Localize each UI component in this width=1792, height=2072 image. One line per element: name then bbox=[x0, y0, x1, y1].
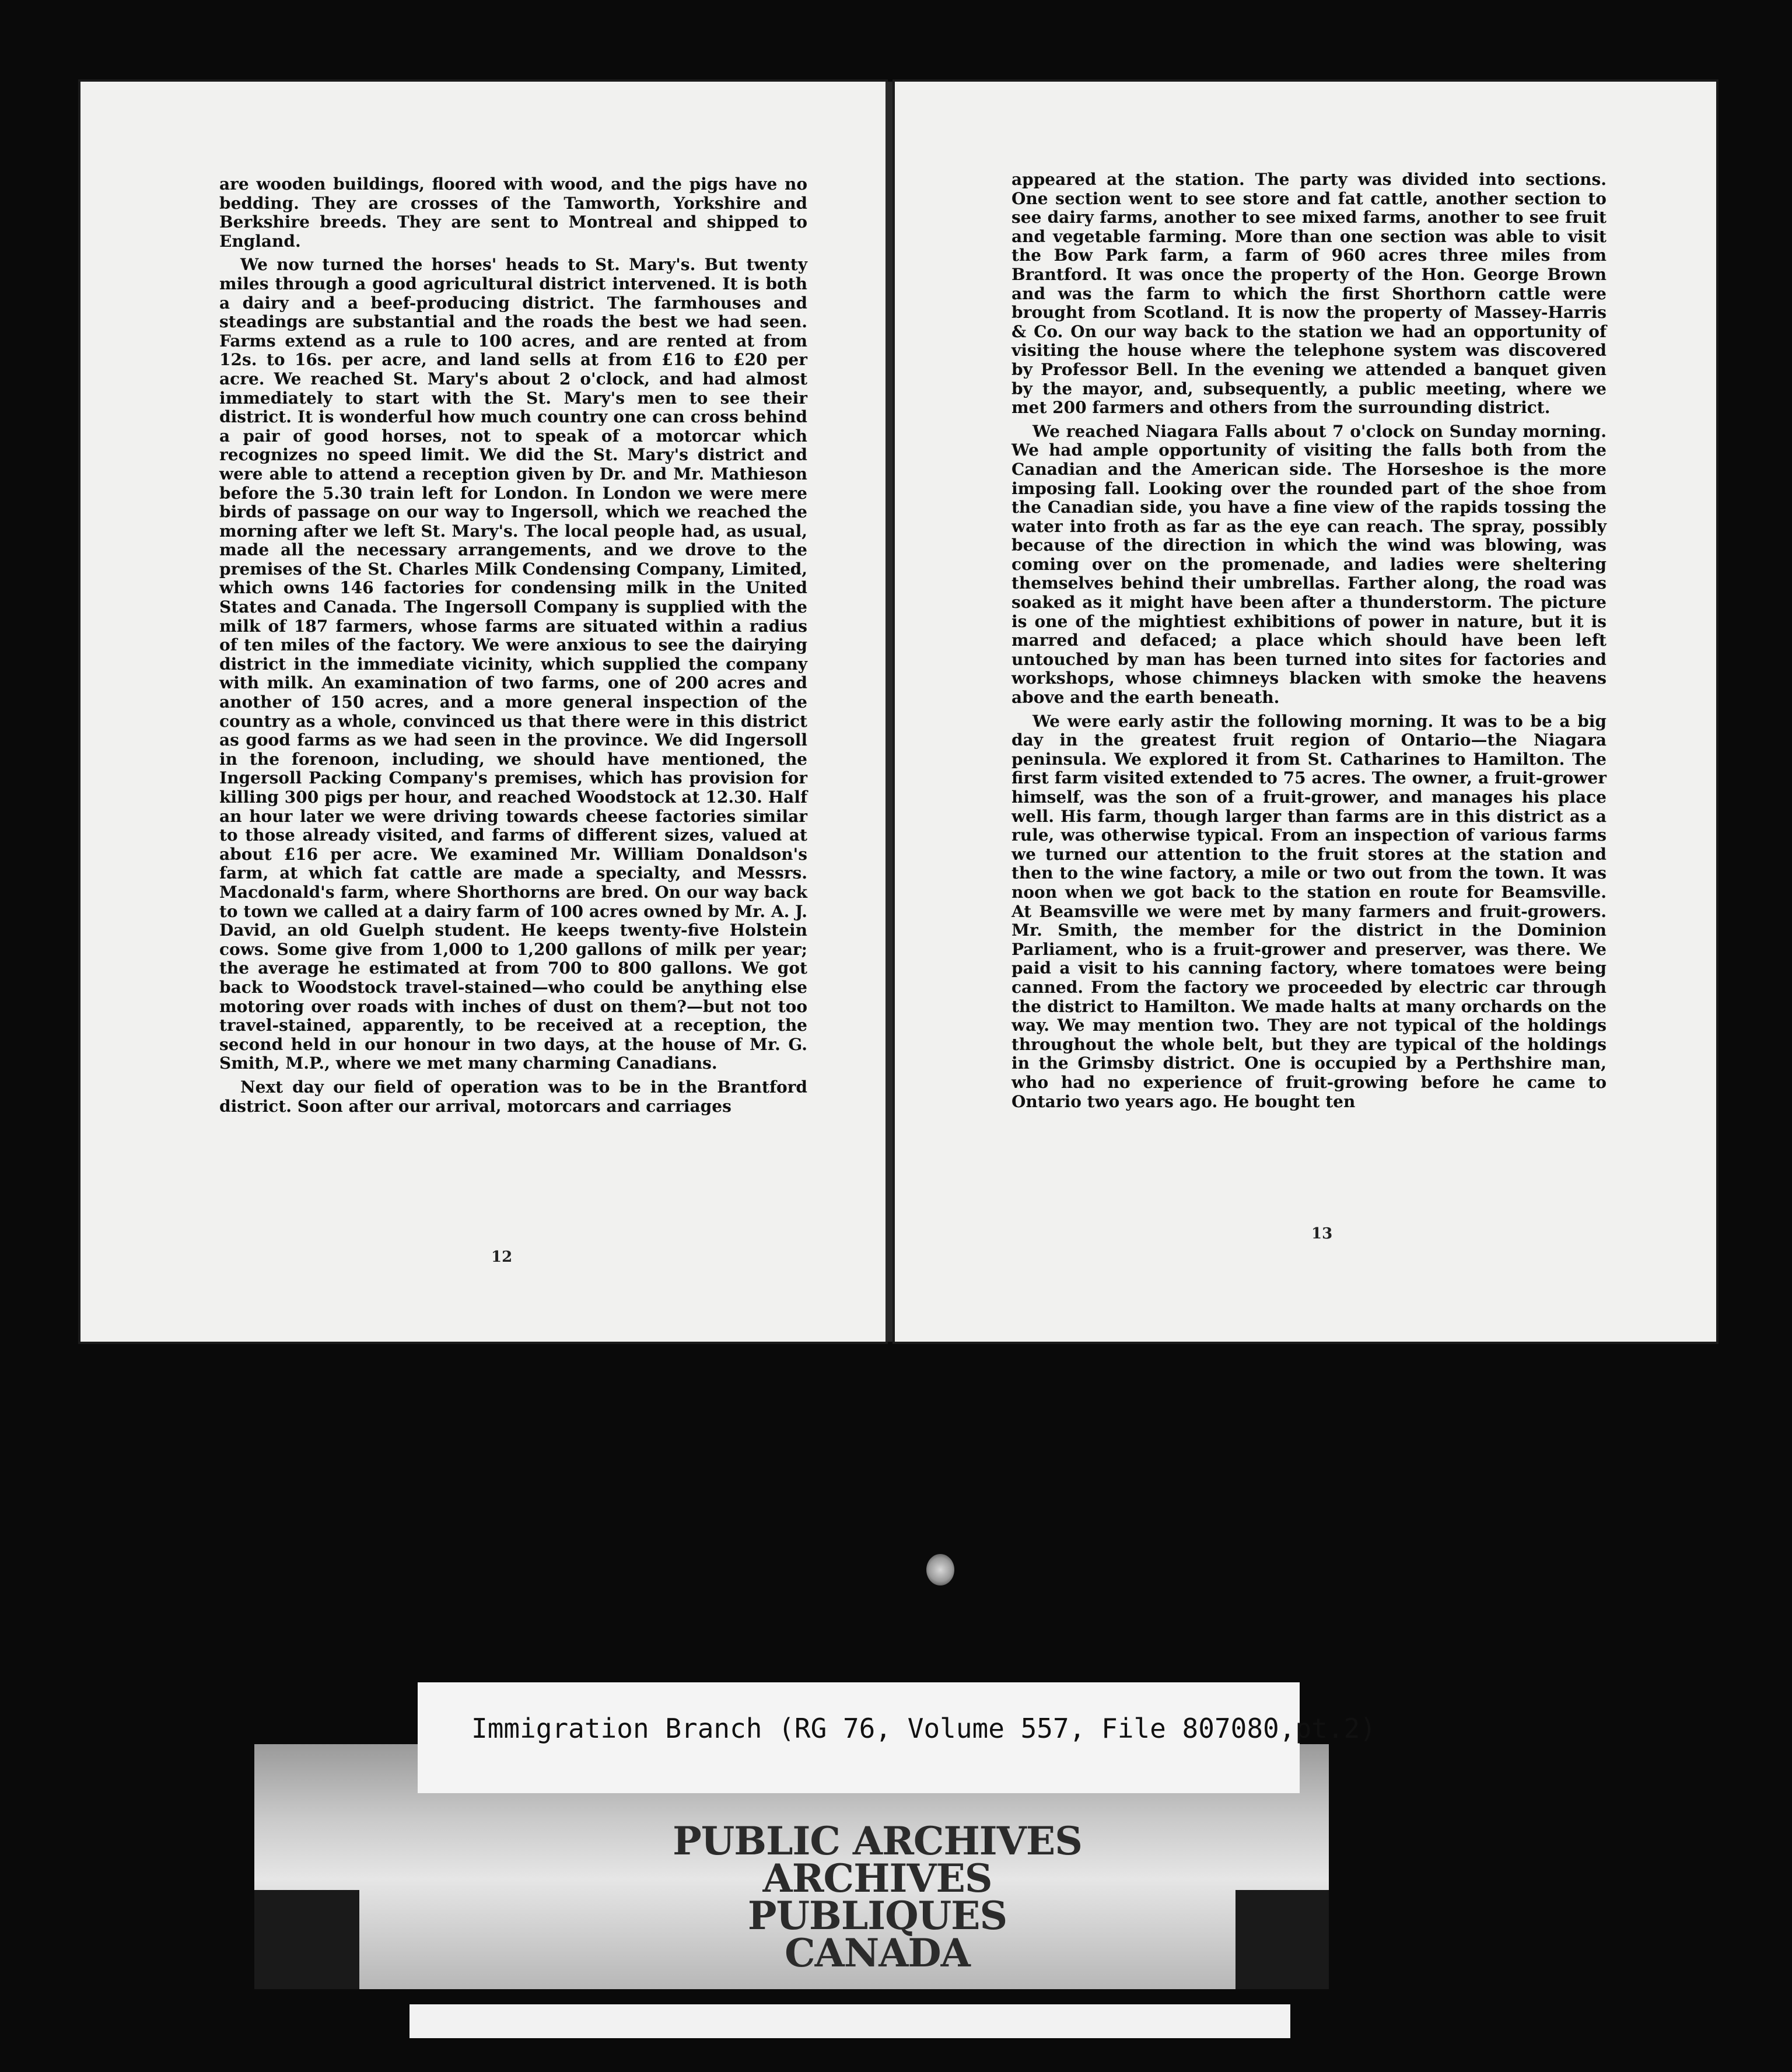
paragraph: We now turned the horses' heads to St. Mary's. But twenty miles through a good agricultural district intervened. It is both a dairy and a beef-producing district. The farmhouses and steadings are substantial and the roads the best we had seen. Farms extend as a rule to 100 acres, and are rented at from 12s. to 16s. per acre, and land sells at from £16 to £20 per acre. We reached St. Mary's about 2 o'clock, and had almost immediately to start with the St. Mary's men to see their district. It is wonderful how much country one can cross behind a pair of good horses, not to speak of a motorcar which recognizes no speed limit. We did the St. Mary's district and were able to attend a reception given by Dr. and Mr. Mathieson before the 5.30 train left for London. In London we were mere birds of passage on our way to Ingersoll, which we reached the morning after we left St. Mary's. The local people had, as usual, made all the necessary arrangements, and we drove to the premises of the St. Charles Milk Condensing Company, Limited, which owns 146 factories for condensing milk in the United States and Canada. The Ingersoll Company is supplied with the milk of 187 farmers, whose farms are situated within a radius of ten miles of the factory. We were anxious to see the dairying district in the immediate vicinity, which supplied the company with milk. An examination of two farms, one of 200 acres and another of 150 acres, and a more general inspection of the country as a whole, convinced us that there were in this district as good farms as we had seen in the province. We did Ingersoll in the forenoon, including, we should have mentioned, the Ingersoll Packing Company's premises, which has provision for killing 300 pigs per hour, and reached Woodstock at 12.30. Half an hour later we were driving towards cheese factories similar to those already visited, and farms of different sizes, valued at about £16 per acre. We examined Mr. William Donaldson's farm, at which fat cattle are made a specialty, and Messrs. Macdonald's farm, where Shorthorns are bred. On our way back to town we called at a dairy farm of 100 acres owned by Mr. A. J. David, an old Guelph student. He keeps twenty-five Holstein cows. Some give from 1,000 to 1,200 gallons of milk per year; the average he estimated at from 700 to 800 gallons. We got back to Woodstock travel-stained—who could be anything else motoring over roads with inches of dust on them?—but not too travel-stained, apparently, to be received at a reception, the second held in our honour in two days, at the house of Mr. G. Smith, M.P., where we met many charming Canadians. bbox=[219, 255, 807, 1073]
paragraph: are wooden buildings, floored with wood, and the pigs have no bedding. They are crosses of the Tamworth, Yorkshire and Berkshire breeds. They are sent to Montreal and shipped to England. bbox=[219, 174, 807, 251]
band-shadow-right bbox=[1236, 1890, 1329, 1989]
page-number: 13 bbox=[1311, 1225, 1333, 1242]
stamp-line: ARCHIVES PUBLIQUES bbox=[747, 1856, 1007, 1938]
left-page-text bbox=[219, 175, 807, 1116]
right-page bbox=[895, 82, 1716, 1342]
film-blemish bbox=[926, 1554, 954, 1586]
left-page bbox=[80, 82, 886, 1342]
right-page-text bbox=[1012, 170, 1606, 1111]
paragraph: We reached Niagara Falls about 7 o'clock on Sunday morning. We had ample opportunity of visiting the falls both from the Canadian and the American side. The Horseshoe is the more imposing fall. Looking over the rounded part of the shoe from the Canadian side, you have a fine view of the rapids tossing the water into froth as far as the eye can reach. The spray, possibly because of the direction in which the wind was blowing, was coming over on the promenade, and ladies were sheltering themselves behind their umbrellas. Farther along, the road was soaked as it might have been after a thunderstorm. The picture is one of the mightiest exhibitions of power in nature, but it is marred and defaced; a place which should have been left untouched by man has been turned into sites for factories and workshops, whose chimneys blacken with smoke the heavens above and the earth beneath. bbox=[1012, 421, 1606, 708]
paragraph: appeared at the station. The party was divided into sections. One section went to see store and fat cattle, another section to see dairy farms, another to see mixed farms, another to see fruit and vegetable farming. More than one section was able to visit the Bow Park farm, a farm of 960 acres three miles from Brantford. It was once the property of the Hon. George Brown and was the farm to which the first Shorthorn cattle were brought from Scotland. It is now the property of Massey-Harris & Co. On our way back to the station we had an opportunity of visiting the house where the telephone system was discovered by Professor Bell. In the evening we attended a banquet given by the mayor, and, subsequently, a public meeting, where we met 200 farmers and others from the surrounding district. bbox=[1012, 170, 1606, 418]
bottom-label-strip bbox=[410, 2004, 1290, 2038]
stamp-line: PUBLIC ARCHIVES bbox=[673, 1818, 1082, 1864]
paragraph: We were early astir the following morning. It was to be a big day in the greatest fruit region of Ontario—the Niagara peninsula. We explored it from St. Catharines to Hamilton. The first farm visited extended to 75 acres. The owner, a fruit-grower himself, was the son of a fruit-grower, and manages his place well. His farm, though larger than farms are in this district as a rule, was otherwise typical. From an inspection of various farms we turned our attention to the fruit stores at the station and then to the wine factory, a mile or two out from the town. It was noon when we got back to the station en route for Beamsville. At Beamsville we were met by many farmers and fruit-growers. Mr. Smith, the member for the district in the Dominion Parliament, who is a fruit-grower and preserver, was there. We paid a visit to his canning factory, where tomatoes were being canned. From the factory we proceeded by electric car through the district to Hamilton. We made halts at many orchards on the way. We may mention two. They are not typical of the holdings throughout the whole belt, but they are typical of the holdings in the Grimsby district. One is occupied by a Perthshire man, who had no experience of fruit-growing before he came to Ontario two years ago. He bought ten bbox=[1012, 711, 1606, 1111]
archives-stamp bbox=[632, 1818, 1122, 1976]
stamp-line: CANADA bbox=[785, 1930, 970, 1976]
archive-reference: Immigration Branch (RG 76, Volume 557, File 807080,pt.2) bbox=[471, 1713, 1376, 1744]
book-gutter bbox=[886, 82, 895, 1342]
page-number: 12 bbox=[491, 1248, 513, 1266]
band-shadow-left bbox=[254, 1890, 359, 1989]
paragraph: Next day our field of operation was to be in the Brantford district. Soon after our arrival, motorcars and carriages bbox=[219, 1077, 807, 1116]
